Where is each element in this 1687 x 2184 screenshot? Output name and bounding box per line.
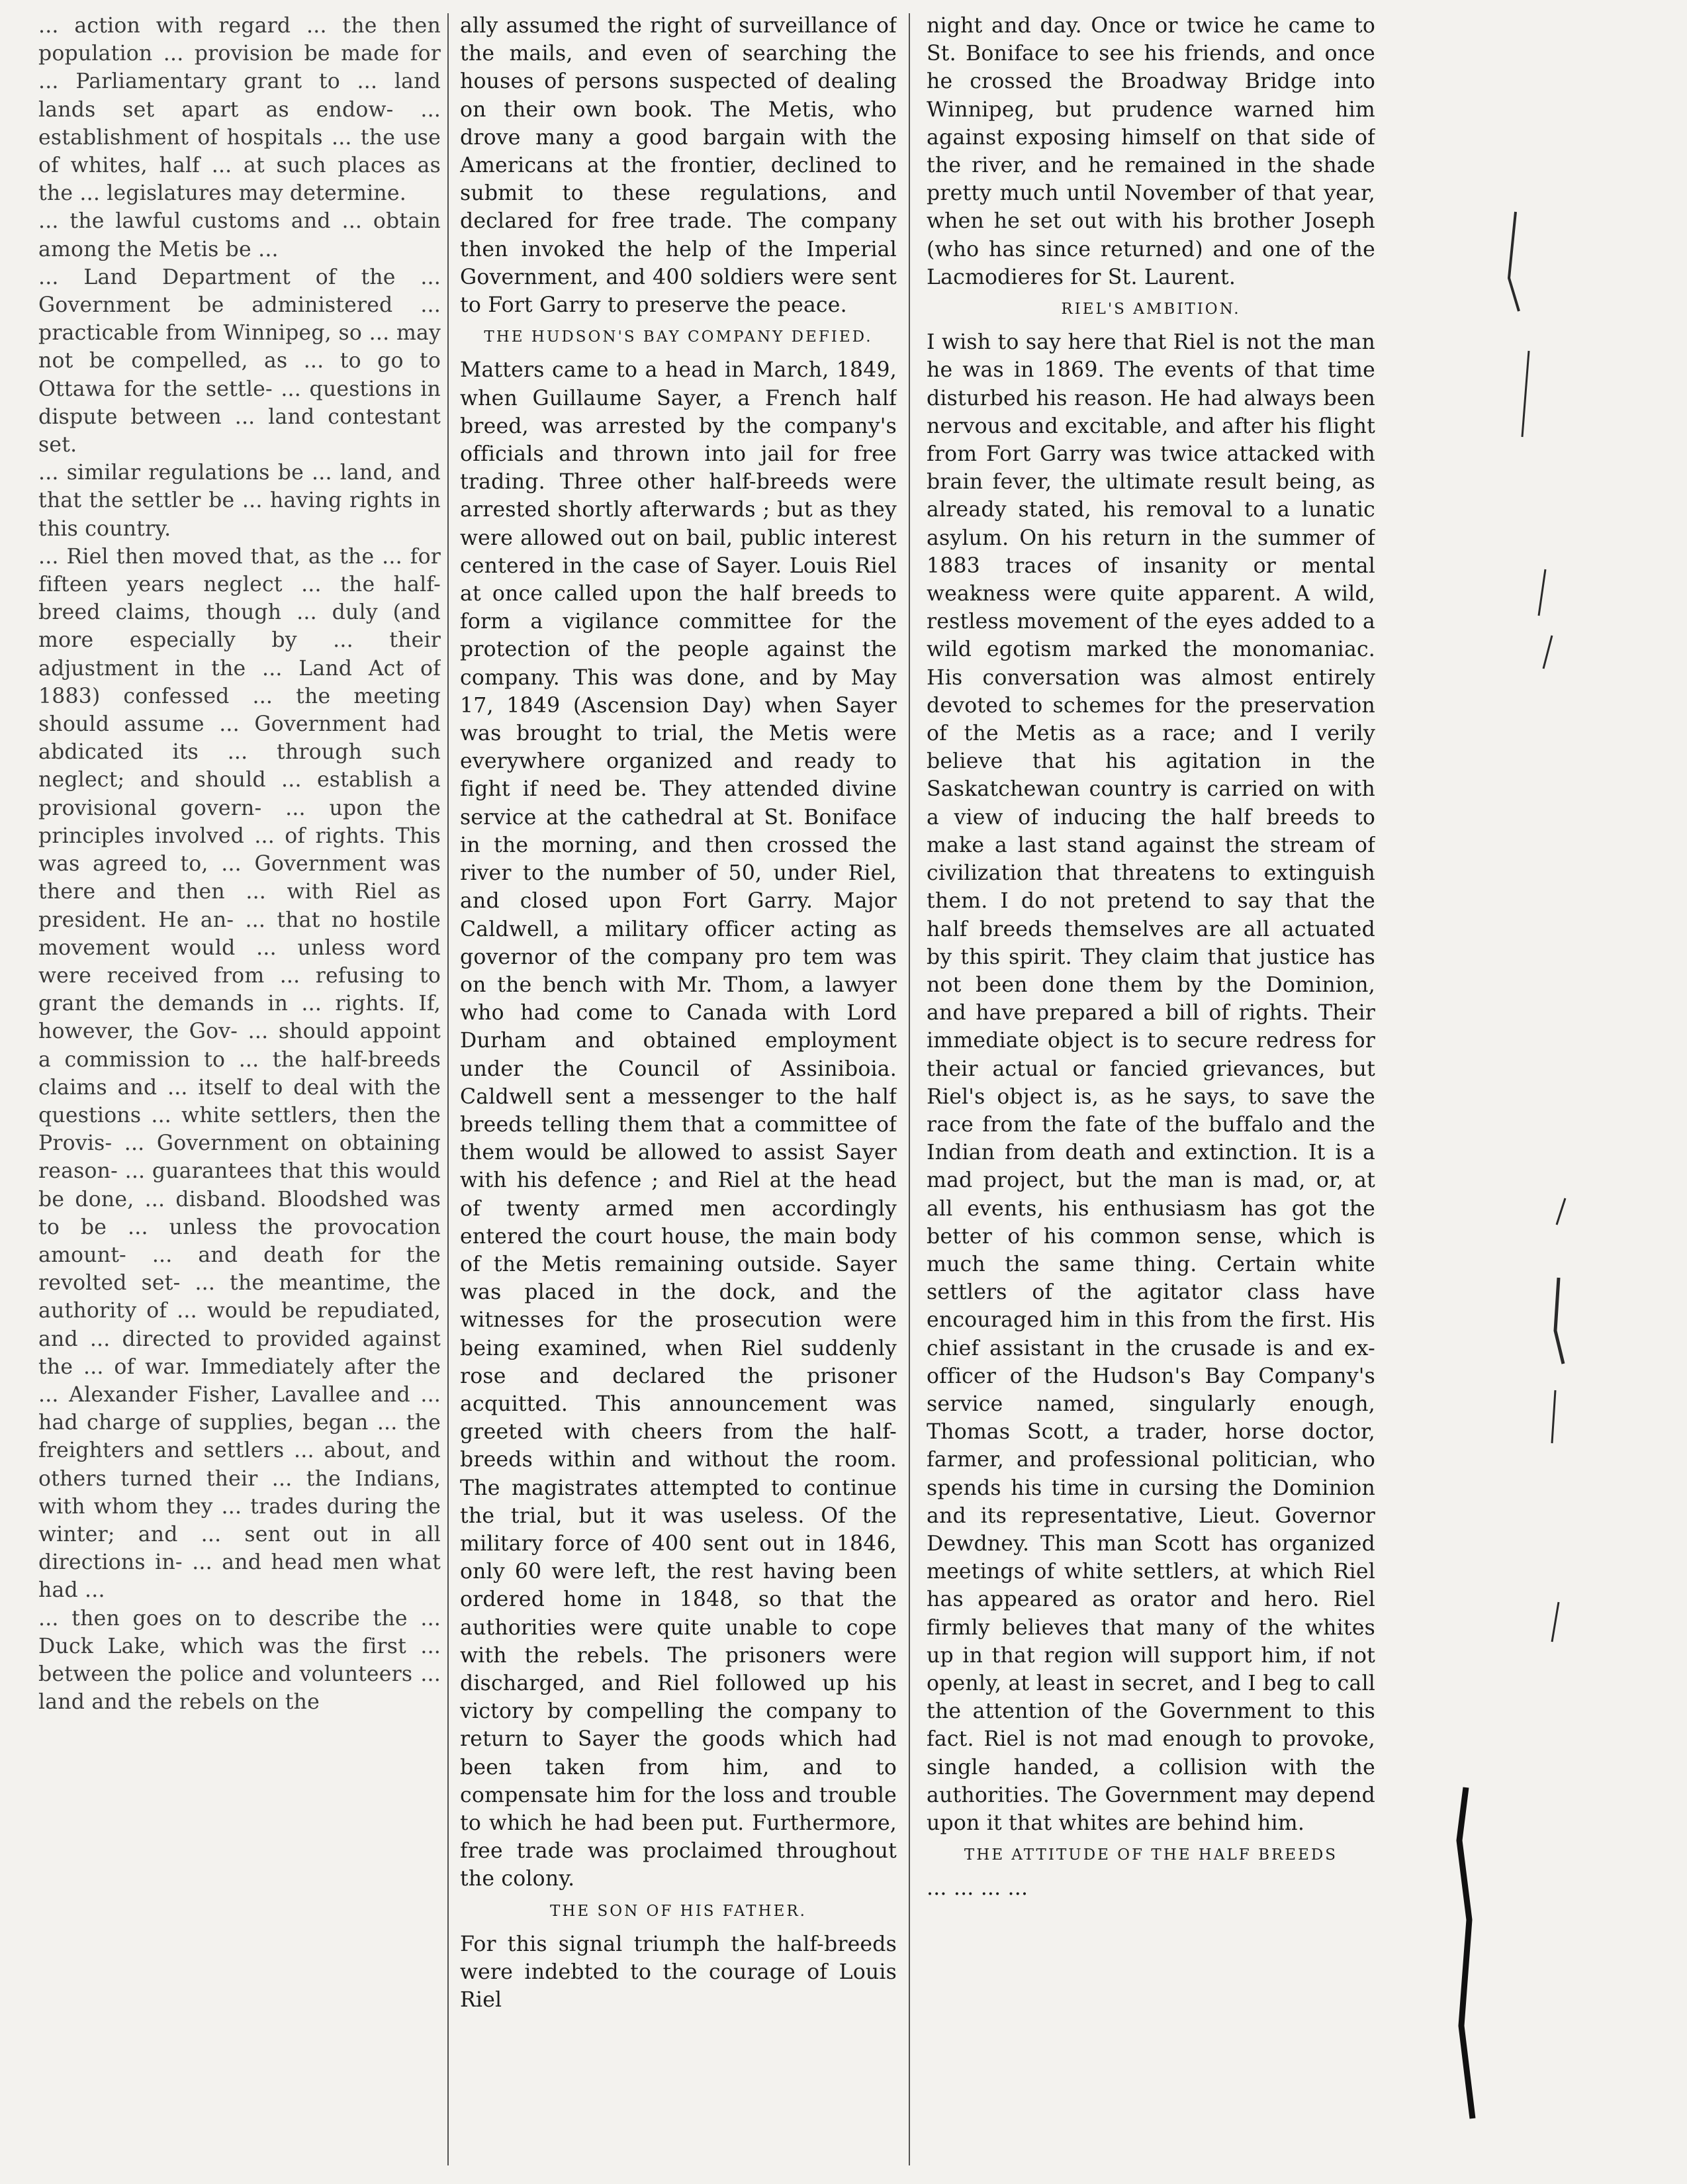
paragraph: ... Riel then moved that, as the ... for fifteen years neglect ... the half-breed claims, though ... duly (and more especially by ... their adjustment in the ... Land Act of 1883) confessed ... the meeting should assume ... Government had abdicated its ... through such neglect; and should ... establish a provisional govern- ... upon the principles involved ... of rights. This was agreed to, ... Government was there and then ... with Riel as president. He an- ... that no hostile movement would ... unless word were received from ... refusing to grant the demands in ... rights. If, however, the Gov- ... should appoint a commission to ... the half-breeds claims and ... itself to deal with the questions ... white settlers, then the Provis- ... Government on obtaining reason- ... guarantees that this would be done, ... disband. Bloodshed was to be ... unless the provocation amount- ... and death for the revolted set- ... the meantime, the authority of ... would be repudiated, and ... directed to provided against the ... of war. Immediately after the ... Alexander Fisher, Lavallee and ... had charge of supplies, began ... the freighters and settlers ... about, and others turned their ... the Indians, with whom they ... trades during the winter; and ... sent out in all directions in- ... and head men what had ... bbox=[38, 544, 441, 1603]
section-heading: THE SON OF HIS FATHER. bbox=[549, 1902, 807, 1920]
column-middle bbox=[460, 12, 897, 2164]
paragraph: Matters came to a head in March, 1849, when Guillaume Sayer, a French half breed, was arrested by the company's officials and thrown into jail for free trading. Three other half-breeds were arrested shortly afterwards ; but as they were allowed out on bail, public interest centered in the case of Sayer. Louis Riel at once called upon the half breeds to form a vigilance committee for the protection of the people against the company. This was done, and by May 17, 1849 (Ascension Day) when Sayer was brought to trial, the Metis were everywhere organized and ready to fight if need be. They attended divine service at the cathedral at St. Boniface in the morning, and then crossed the river to the number of 50, under Riel, and closed upon Fort Garry. Major Caldwell, a military officer acting as governor of the company pro tem was on the bench with Mr. Thom, a lawyer who had come to Canada with Lord Durham and obtained employment under the Council of Assiniboia. Caldwell sent a messenger to the half breeds telling them that a committee of them would be allowed to assist Sayer with his defence ; and Riel at the head of twenty armed men accordingly entered the court house, the main body of the Metis remaining outside. Sayer was placed in the dock, and the witnesses for the prosecution were being examined, when Riel suddenly rose and declared the prisoner acquitted. This announcement was greeted with cheers from the half-breeds within and without the room. The magistrates attempted to continue the trial, but it was useless. Of the military force of 400 sent out in 1846, only 60 were left, the rest having been ordered home in 1848, so that the authorities were quite unable to cope with the rebels. The prisoners were discharged, and Riel followed up his victory by compelling the company to return to Sayer the goods which had been taken from him, and to compensate him for the loss and trouble to which he had been put. Furthermore, free trade was proclaimed throughout the colony. bbox=[460, 358, 897, 1891]
paragraph: ... Land Department of the ... Government be administered ... practicable from Winnipeg, so ... may not be compelled, as ... to go to Ottawa for the settle- ... questions in dispute between ... land contestant set. bbox=[38, 265, 441, 457]
scan-mark bbox=[1509, 212, 1519, 311]
paragraph: For this signal triumph the half-breeds were indebted to the courage of Louis Riel bbox=[460, 1932, 897, 2013]
scan-mark bbox=[1552, 1390, 1555, 1443]
paragraph: ... action with regard ... the then population ... provision be made for ... Parliamentary grant to ... land lands set apart as endow- ... establishment of hospitals ... the use of whites, half ... at such places as the ... legislatures may determine. bbox=[38, 14, 441, 206]
section-heading: THE ATTITUDE OF THE HALF BREEDS bbox=[964, 1846, 1338, 1864]
paragraph: night and day. Once or twice he came to St. Boniface to see his friends, and once he crossed the Broadway Bridge into Winnipeg, but prudence warned him against exposing himself on that side of the river, and he remained in the shade pretty much until November of that year, when he set out with his brother Joseph (who has since returned) and one of the Lacmodieres for St. Laurent. bbox=[927, 14, 1375, 289]
section-heading: RIEL'S AMBITION. bbox=[1061, 301, 1241, 318]
scan-mark bbox=[1557, 1198, 1565, 1225]
scan-mark bbox=[1539, 569, 1545, 616]
scan-mark bbox=[1552, 1602, 1559, 1642]
column-rule bbox=[909, 13, 910, 2165]
column-rule bbox=[447, 13, 449, 2165]
column-right bbox=[927, 12, 1375, 2164]
paragraph: ... the lawful customs and ... obtain among the Metis be ... bbox=[38, 209, 441, 261]
paragraph: ally assumed the right of surveillance of the mails, and even of searching the houses of persons suspected of dealing on their own book. The Metis, who drove many a good bargain with the Americans at the frontier, declined to submit to these regulations, and declared for free trade. The company then invoked the help of the Imperial Government, and 400 soldiers were sent to Fort Garry to preserve the peace. bbox=[460, 14, 897, 318]
scan-mark bbox=[1543, 636, 1552, 669]
torn-edge bbox=[1459, 1787, 1473, 2118]
scan-edge-marks bbox=[1403, 0, 1687, 2184]
section-heading: THE HUDSON'S BAY COMPANY DEFIED. bbox=[484, 328, 873, 346]
column-left bbox=[38, 12, 441, 2164]
scan-mark bbox=[1555, 1278, 1563, 1364]
paragraph: ... then goes on to describe the ... Duck Lake, which was the first ... between the police and volunteers ... land and the rebels on the bbox=[38, 1606, 441, 1715]
paragraph: ... similar regulations be ... land, and that the settler be ... having rights in this country. bbox=[38, 461, 441, 541]
scan-mark bbox=[1522, 351, 1529, 437]
paragraph: ... ... ... ... bbox=[927, 1876, 1028, 1901]
paragraph: I wish to say here that Riel is not the man he was in 1869. The events of that time disturbed his reason. He had always been nervous and excitable, and after his flight from Fort Garry was twice attacked with brain fever, the ultimate result being, as already stated, his removal to a lunatic asylum. On his return in the summer of 1883 traces of insanity or mental weakness were quite apparent. A wild, restless movement of the eyes added to a wild egotism marked the monomaniac. His conversation was almost entirely devoted to schemes for the preservation of the Metis as a race; and I verily believe that his agitation in the Saskatchewan country is carried on with a view of inducing the half breeds to make a last stand against the stream of civilization that threatens to extinguish them. I do not pretend to say that the half breeds themselves are all actuated by this spirit. They claim that justice has not been done them by the Dominion, and have prepared a bill of rights. Their immediate object is to secure redress for their actual or fancied grievances, but Riel's object is, as he says, to save the race from the fate of the buffalo and the Indian from death and extinction. It is a mad project, but the man is mad, or, at all events, his enthusiasm has got the better of his common sense, which is much the same thing. Certain white settlers of the agitator class have encouraged him in this from the first. His chief assistant in the crusade is and ex-officer of the Hudson's Bay Company's service named, singularly enough, Thomas Scott, a trader, horse doctor, farmer, and professional politician, who spends his time in cursing the Dominion and its representative, Lieut. Governor Dewdney. This man Scott has organized meetings of white settlers, at which Riel has appeared as orator and hero. Riel firmly believes that many of the whites up in that region will support him, if not openly, at least in secret, and I beg to call the attention of the Government to this fact. Riel is not mad enough to provoke, single handed, a collision with the authorities. The Government may depend upon it that whites are behind him. bbox=[927, 330, 1375, 1835]
